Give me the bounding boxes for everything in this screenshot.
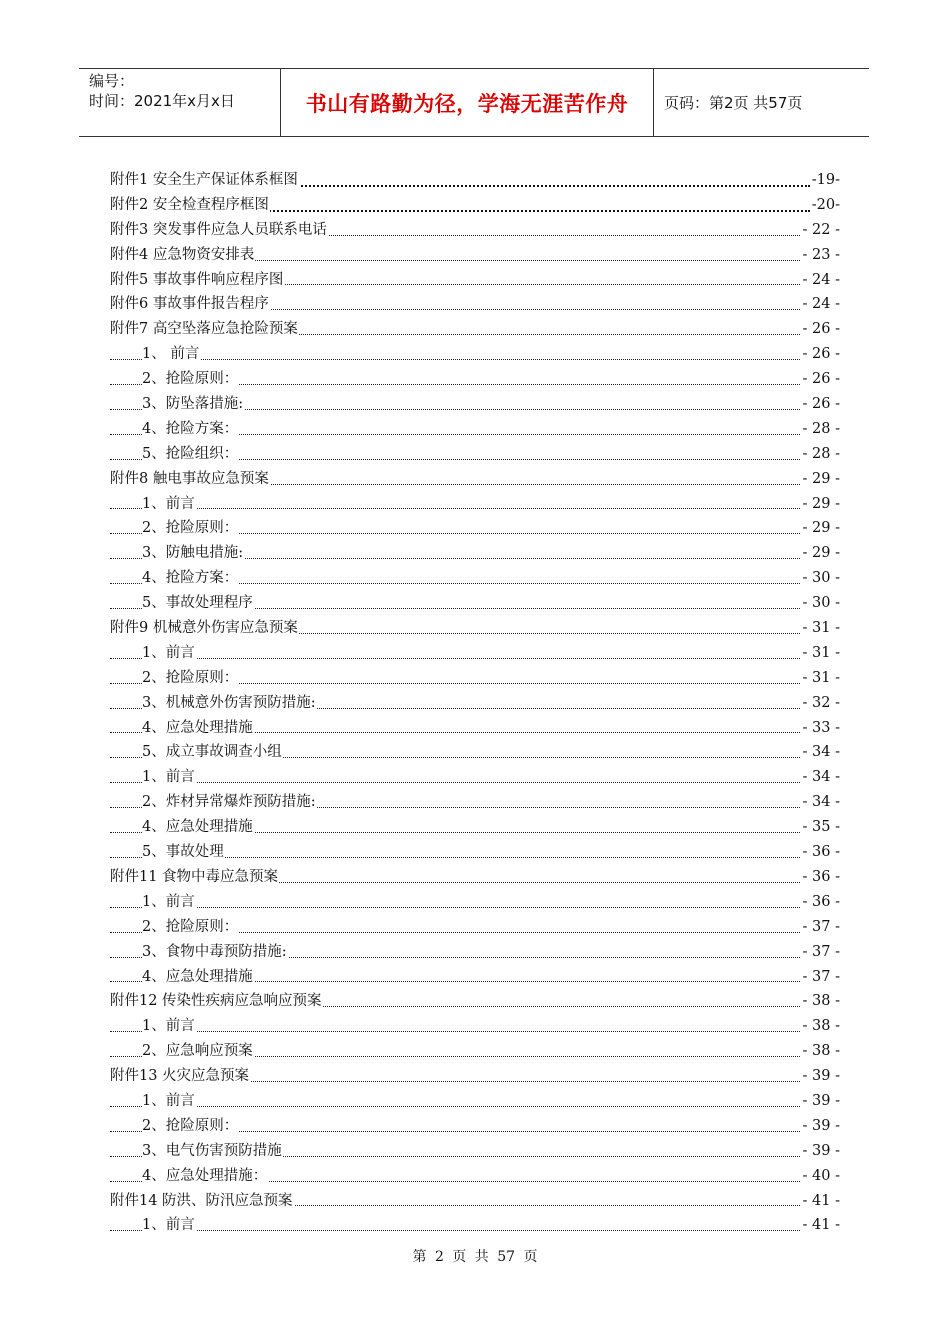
toc-entry[interactable] — [110, 566, 840, 591]
toc-entry-page: - 38 - — [802, 1014, 840, 1038]
toc-leader-dots — [110, 907, 800, 908]
toc-entry[interactable] — [110, 168, 840, 193]
toc-entry[interactable] — [110, 616, 840, 641]
toc-entry[interactable] — [110, 342, 840, 367]
toc-entry[interactable] — [110, 193, 840, 218]
document-number-label: 编号： — [89, 72, 135, 90]
toc-entry-page: - 36 - — [802, 890, 840, 914]
toc-entry-title: 3、防触电措施: — [142, 545, 244, 562]
toc-entry-page: - 39 - — [802, 1064, 840, 1088]
toc-entry[interactable] — [110, 691, 840, 716]
toc-entry-title: 2、抢险原则： — [142, 520, 239, 537]
toc-entry[interactable] — [110, 218, 840, 243]
toc-entry-page: - 24 - — [802, 268, 840, 292]
toc-entry-title: 3、食物中毒预防措施: — [142, 943, 287, 960]
toc-entry[interactable] — [110, 442, 840, 467]
toc-entry-title: 附件3 突发事件应急人员联系电话 — [110, 221, 327, 238]
toc-entry-title: 附件14 防洪、防汛应急预案 — [110, 1192, 293, 1209]
toc-entry-page: - 41 - — [802, 1189, 840, 1213]
toc-entry[interactable] — [110, 765, 840, 790]
toc-entry-page: - 37 - — [802, 915, 840, 939]
toc-leader-dots — [110, 1106, 800, 1107]
toc-entry-title: 3、防坠落措施: — [142, 396, 244, 413]
toc-entry-title: 4、应急处理措施 — [142, 968, 253, 985]
toc-entry-page: - 31 - — [802, 641, 840, 665]
toc-entry-title: 5、抢险组织： — [142, 445, 239, 462]
toc-entry-title: 4、应急处理措施： — [142, 1167, 268, 1184]
toc-entry[interactable] — [110, 1039, 840, 1064]
toc-entry-page: - 37 - — [802, 940, 840, 964]
toc-entry-page: - 31 - — [802, 616, 840, 640]
toc-entry[interactable] — [110, 516, 840, 541]
toc-entry-title: 1、前言 — [142, 495, 195, 512]
toc-leader-dots — [110, 359, 800, 360]
toc-entry-page: -20- — [811, 193, 840, 217]
toc-entry[interactable] — [110, 392, 840, 417]
toc-entry[interactable] — [110, 317, 840, 342]
toc-entry[interactable] — [110, 890, 840, 915]
toc-entry-page: - 26 - — [802, 317, 840, 341]
toc-entry-title: 5、事故处理 — [142, 844, 224, 861]
toc-entry-title: 2、抢险原则： — [142, 371, 239, 388]
toc-entry[interactable] — [110, 268, 840, 293]
toc-entry-title: 1、前言 — [142, 1217, 195, 1234]
toc-entry[interactable] — [110, 1213, 840, 1238]
toc-entry-page: - 31 - — [802, 666, 840, 690]
toc-entry-title: 3、机械意外伤害预防措施: — [142, 694, 316, 711]
toc-entry-title: 2、抢险原则： — [142, 669, 239, 686]
toc-entry-title: 4、应急处理措施 — [142, 819, 253, 836]
toc-entry[interactable] — [110, 1189, 840, 1214]
toc-entry-page: - 29 - — [802, 467, 840, 491]
toc-entry-page: - 28 - — [802, 417, 840, 441]
toc-entry[interactable] — [110, 815, 840, 840]
toc-leader-dots — [110, 508, 800, 509]
toc-entry-page: - 35 - — [802, 815, 840, 839]
toc-entry-title: 附件11 食物中毒应急预案 — [110, 868, 279, 885]
toc-entry[interactable] — [110, 591, 840, 616]
toc-entry-page: - 29 - — [802, 516, 840, 540]
toc-entry-title: 1、 前言 — [142, 346, 200, 363]
toc-entry[interactable] — [110, 367, 840, 392]
toc-entry-page: - 41 - — [802, 1213, 840, 1237]
toc-entry-title: 2、抢险原则： — [142, 1117, 239, 1134]
toc-entry-title: 4、抢险方案： — [142, 570, 239, 587]
toc-entry-page: - 36 - — [802, 865, 840, 889]
toc-entry-title: 附件1 安全生产保证体系框图 — [110, 172, 298, 188]
toc-entry-page: - 34 - — [802, 765, 840, 789]
toc-entry-title: 附件5 事故事件响应程序图 — [110, 271, 284, 288]
toc-entry[interactable] — [110, 417, 840, 442]
toc-entry[interactable] — [110, 716, 840, 741]
toc-entry-page: - 34 - — [802, 790, 840, 814]
toc-entry-page: - 29 - — [802, 492, 840, 516]
toc-entry-page: - 26 - — [802, 392, 840, 416]
toc-entry-title: 5、成立事故调查小组 — [142, 744, 282, 761]
toc-entry-page: - 30 - — [802, 591, 840, 615]
document-time-label: 时间：2021年x月x日 — [89, 92, 235, 110]
toc-entry-page: - 39 - — [802, 1139, 840, 1163]
toc-entry[interactable] — [110, 790, 840, 815]
toc-entry-page: - 40 - — [802, 1164, 840, 1188]
toc-entry[interactable] — [110, 1089, 840, 1114]
toc-entry[interactable] — [110, 1064, 840, 1089]
toc-entry[interactable] — [110, 1164, 840, 1189]
toc-entry-title: 附件2 安全检查程序框图 — [110, 196, 269, 213]
toc-entry-page: - 34 - — [802, 740, 840, 764]
toc-entry[interactable] — [110, 292, 840, 317]
toc-entry-title: 附件9 机械意外伤害应急预案 — [110, 620, 298, 637]
toc-entry-page: - 38 - — [802, 1039, 840, 1063]
toc-entry-page: - 30 - — [802, 566, 840, 590]
toc-entry-page: - 38 - — [802, 989, 840, 1013]
toc-entry-page: - 36 - — [802, 840, 840, 864]
toc-entry-page: - 29 - — [802, 541, 840, 565]
toc-entry-title: 附件13 火灾应急预案 — [110, 1068, 250, 1085]
toc-entry[interactable] — [110, 940, 840, 965]
toc-entry-page: - 22 - — [802, 218, 840, 242]
toc-entry[interactable] — [110, 243, 840, 268]
toc-entry[interactable] — [110, 965, 840, 990]
toc-entry-title: 4、抢险方案： — [142, 420, 239, 437]
toc-entry[interactable] — [110, 1014, 840, 1039]
page-header — [79, 68, 869, 137]
toc-entry[interactable] — [110, 666, 840, 691]
toc-entry-page: - 28 - — [802, 442, 840, 466]
toc-entry[interactable] — [110, 1114, 840, 1139]
toc-entry-title: 附件7 高空坠落应急抢险预案 — [110, 321, 298, 338]
toc-leader-dots — [110, 1230, 800, 1231]
toc-entry-page: - 32 - — [802, 691, 840, 715]
toc-entry[interactable] — [110, 740, 840, 765]
toc-entry[interactable] — [110, 641, 840, 666]
toc-entry-title: 1、前言 — [142, 644, 195, 661]
toc-leader-dots — [110, 1031, 800, 1032]
toc-entry-page: - 37 - — [802, 965, 840, 989]
table-of-contents — [110, 168, 840, 1238]
toc-entry[interactable] — [110, 989, 840, 1014]
toc-entry-page: - 33 - — [802, 716, 840, 740]
toc-entry-title: 2、抢险原则： — [142, 918, 239, 935]
toc-entry-title: 2、炸材异常爆炸预防措施: — [142, 794, 316, 811]
header-page-info: 页码：第2页 共57页 — [664, 94, 803, 112]
toc-entry-title: 1、前言 — [142, 769, 195, 786]
toc-entry-page: - 23 - — [802, 243, 840, 267]
toc-entry-title: 1、前言 — [142, 1018, 195, 1035]
toc-entry-page: - 26 - — [802, 342, 840, 366]
toc-entry-title: 1、前言 — [142, 1092, 195, 1109]
toc-entry-title: 附件8 触电事故应急预案 — [110, 470, 269, 487]
toc-leader-dots — [110, 782, 800, 783]
page-footer: 第 2 页 共 57 页 — [412, 1249, 538, 1265]
toc-entry[interactable] — [110, 915, 840, 940]
toc-entry[interactable] — [110, 492, 840, 517]
toc-entry-title: 附件6 事故事件报告程序 — [110, 296, 269, 313]
toc-entry-title: 附件4 应急物资安排表 — [110, 246, 255, 263]
toc-leader-dots — [110, 658, 800, 659]
toc-entry[interactable] — [110, 467, 840, 492]
toc-entry[interactable] — [110, 1139, 840, 1164]
toc-entry-page: - 26 - — [802, 367, 840, 391]
toc-entry-title: 2、应急响应预案 — [142, 1043, 253, 1060]
header-meta — [79, 69, 281, 136]
toc-entry-page: - 24 - — [802, 292, 840, 316]
toc-entry-title: 5、事故处理程序 — [142, 595, 253, 612]
toc-entry-title: 1、前言 — [142, 893, 195, 910]
toc-entry-title: 4、应急处理措施 — [142, 719, 253, 736]
toc-entry[interactable] — [110, 865, 840, 890]
toc-entry-title: 附件12 传染性疾病应急响应预案 — [110, 993, 322, 1010]
toc-entry-page: -19- — [811, 168, 840, 192]
header-motto: 书山有路勤为径，学海无涯苦作舟 — [281, 69, 654, 136]
toc-entry[interactable] — [110, 840, 840, 865]
toc-entry-page: - 39 - — [802, 1089, 840, 1113]
toc-entry[interactable] — [110, 541, 840, 566]
toc-entry-page: - 39 - — [802, 1114, 840, 1138]
toc-entry-title: 3、电气伤害预防措施 — [142, 1142, 282, 1159]
